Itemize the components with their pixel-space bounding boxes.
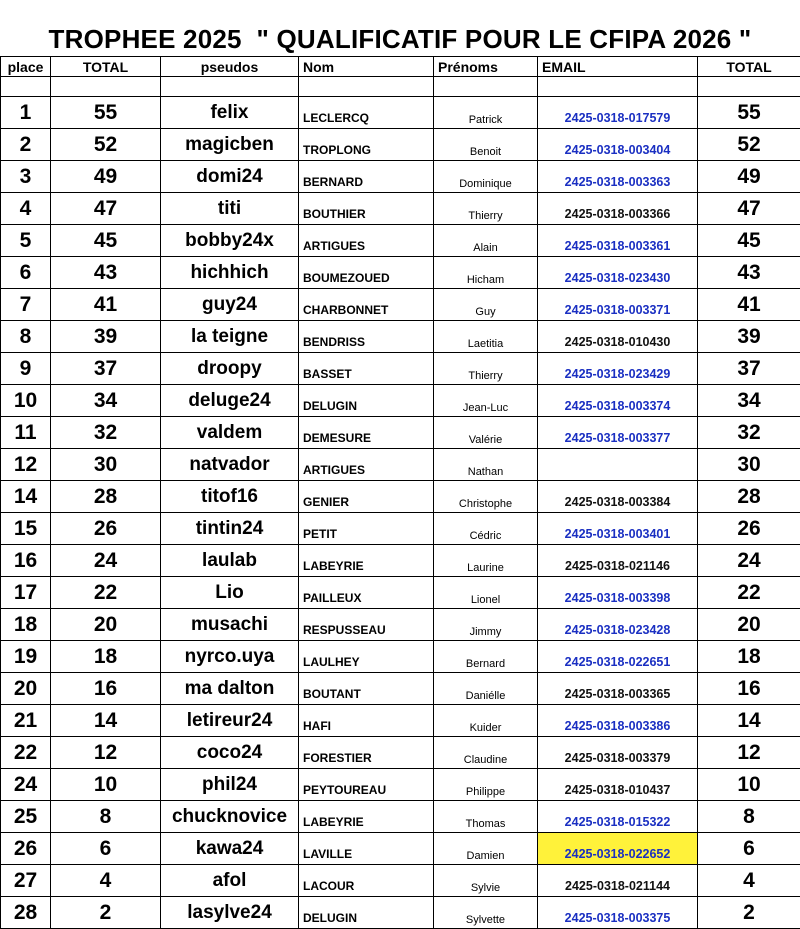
nom-cell: BENDRISS bbox=[299, 321, 434, 353]
nom-cell: BOUMEZOUED bbox=[299, 257, 434, 289]
prenom-cell: Benoit bbox=[434, 129, 538, 161]
prenom-cell: Daniélle bbox=[434, 673, 538, 705]
table-row bbox=[1, 161, 800, 193]
table-row bbox=[1, 225, 800, 257]
prenom-cell: Valérie bbox=[434, 417, 538, 449]
nom-cell: DEMESURE bbox=[299, 417, 434, 449]
nom-cell: LAULHEY bbox=[299, 641, 434, 673]
total-cell: 43 bbox=[51, 257, 161, 289]
ranking-table bbox=[0, 56, 800, 929]
total-cell: 22 bbox=[51, 577, 161, 609]
total-right-cell: 6 bbox=[698, 833, 800, 865]
place-cell: 18 bbox=[1, 609, 51, 641]
total-cell: 28 bbox=[51, 481, 161, 513]
prenom-cell: Bernard bbox=[434, 641, 538, 673]
total-cell: 45 bbox=[51, 225, 161, 257]
header-pseudos: pseudos bbox=[161, 57, 299, 77]
prenom-cell: Jean-Luc bbox=[434, 385, 538, 417]
total-cell: 16 bbox=[51, 673, 161, 705]
place-cell: 14 bbox=[1, 481, 51, 513]
total-cell: 20 bbox=[51, 609, 161, 641]
place-cell: 3 bbox=[1, 161, 51, 193]
place-cell: 25 bbox=[1, 801, 51, 833]
email-cell[interactable]: 2425-0318-023430 bbox=[538, 257, 698, 289]
table-row bbox=[1, 129, 800, 161]
blank-row bbox=[1, 77, 800, 97]
email-cell[interactable]: 2425-0318-003363 bbox=[538, 161, 698, 193]
header-total: TOTAL bbox=[51, 57, 161, 77]
place-cell: 2 bbox=[1, 129, 51, 161]
pseudo-cell: coco24 bbox=[161, 737, 299, 769]
nom-cell: GENIER bbox=[299, 481, 434, 513]
email-cell[interactable]: 2425-0318-023428 bbox=[538, 609, 698, 641]
pseudo-cell: bobby24x bbox=[161, 225, 299, 257]
total-right-cell: 28 bbox=[698, 481, 800, 513]
email-cell[interactable]: 2425-0318-003375 bbox=[538, 897, 698, 929]
blank-cell bbox=[51, 77, 161, 97]
table-row bbox=[1, 641, 800, 673]
table-row bbox=[1, 513, 800, 545]
prenom-cell: Thierry bbox=[434, 353, 538, 385]
nom-cell: BOUTANT bbox=[299, 673, 434, 705]
total-cell: 32 bbox=[51, 417, 161, 449]
pseudo-cell: letireur24 bbox=[161, 705, 299, 737]
nom-cell: PEYTOUREAU bbox=[299, 769, 434, 801]
prenom-cell: Laetitia bbox=[434, 321, 538, 353]
prenom-cell: Philippe bbox=[434, 769, 538, 801]
prenom-cell: Jimmy bbox=[434, 609, 538, 641]
prenom-cell: Dominique bbox=[434, 161, 538, 193]
total-cell: 26 bbox=[51, 513, 161, 545]
table-row bbox=[1, 417, 800, 449]
total-cell: 39 bbox=[51, 321, 161, 353]
table-row bbox=[1, 289, 800, 321]
total-cell: 41 bbox=[51, 289, 161, 321]
place-cell: 12 bbox=[1, 449, 51, 481]
total-right-cell: 26 bbox=[698, 513, 800, 545]
email-cell: 2425-0318-003384 bbox=[538, 481, 698, 513]
pseudo-cell: Lio bbox=[161, 577, 299, 609]
total-right-cell: 2 bbox=[698, 897, 800, 929]
email-cell[interactable]: 2425-0318-003404 bbox=[538, 129, 698, 161]
place-cell: 27 bbox=[1, 865, 51, 897]
prenom-cell: Sylvette bbox=[434, 897, 538, 929]
total-cell: 8 bbox=[51, 801, 161, 833]
pseudo-cell: titof16 bbox=[161, 481, 299, 513]
pseudo-cell: valdem bbox=[161, 417, 299, 449]
nom-cell: LABEYRIE bbox=[299, 545, 434, 577]
email-cell[interactable]: 2425-0318-003361 bbox=[538, 225, 698, 257]
total-right-cell: 14 bbox=[698, 705, 800, 737]
blank-cell bbox=[1, 77, 51, 97]
nom-cell: LECLERCQ bbox=[299, 97, 434, 129]
total-right-cell: 12 bbox=[698, 737, 800, 769]
total-cell: 52 bbox=[51, 129, 161, 161]
place-cell: 16 bbox=[1, 545, 51, 577]
total-right-cell: 18 bbox=[698, 641, 800, 673]
table-row bbox=[1, 97, 800, 129]
total-right-cell: 22 bbox=[698, 577, 800, 609]
total-right-cell: 30 bbox=[698, 449, 800, 481]
total-right-cell: 4 bbox=[698, 865, 800, 897]
email-cell: 2425-0318-003365 bbox=[538, 673, 698, 705]
email-cell: 2425-0318-003366 bbox=[538, 193, 698, 225]
blank-cell bbox=[538, 77, 698, 97]
total-right-cell: 45 bbox=[698, 225, 800, 257]
pseudo-cell: felix bbox=[161, 97, 299, 129]
total-right-cell: 47 bbox=[698, 193, 800, 225]
email-cell[interactable]: 2425-0318-003374 bbox=[538, 385, 698, 417]
pseudo-cell: tintin24 bbox=[161, 513, 299, 545]
email-cell[interactable]: 2425-0318-003386 bbox=[538, 705, 698, 737]
blank-cell bbox=[434, 77, 538, 97]
place-cell: 11 bbox=[1, 417, 51, 449]
table-row bbox=[1, 673, 800, 705]
table-row bbox=[1, 577, 800, 609]
header-nom: Nom bbox=[299, 57, 434, 77]
total-cell: 47 bbox=[51, 193, 161, 225]
place-cell: 19 bbox=[1, 641, 51, 673]
table-row bbox=[1, 321, 800, 353]
total-right-cell: 41 bbox=[698, 289, 800, 321]
nom-cell: LAVILLE bbox=[299, 833, 434, 865]
total-cell: 37 bbox=[51, 353, 161, 385]
prenom-cell: Alain bbox=[434, 225, 538, 257]
nom-cell: PETIT bbox=[299, 513, 434, 545]
prenom-cell: Lionel bbox=[434, 577, 538, 609]
email-cell bbox=[538, 449, 698, 481]
total-cell: 2 bbox=[51, 897, 161, 929]
total-right-cell: 16 bbox=[698, 673, 800, 705]
pseudo-cell: musachi bbox=[161, 609, 299, 641]
total-cell: 18 bbox=[51, 641, 161, 673]
blank-cell bbox=[698, 77, 800, 97]
table-row bbox=[1, 705, 800, 737]
email-cell[interactable]: 2425-0318-017579 bbox=[538, 97, 698, 129]
table-row bbox=[1, 481, 800, 513]
pseudo-cell: ma dalton bbox=[161, 673, 299, 705]
prenom-cell: Christophe bbox=[434, 481, 538, 513]
prenom-cell: Laurine bbox=[434, 545, 538, 577]
email-cell: 2425-0318-010430 bbox=[538, 321, 698, 353]
header-row bbox=[1, 57, 800, 77]
total-right-cell: 55 bbox=[698, 97, 800, 129]
table-row bbox=[1, 865, 800, 897]
pseudo-cell: phil24 bbox=[161, 769, 299, 801]
total-cell: 55 bbox=[51, 97, 161, 129]
place-cell: 20 bbox=[1, 673, 51, 705]
total-cell: 14 bbox=[51, 705, 161, 737]
email-cell[interactable]: 2425-0318-015322 bbox=[538, 801, 698, 833]
total-right-cell: 10 bbox=[698, 769, 800, 801]
nom-cell: HAFI bbox=[299, 705, 434, 737]
place-cell: 10 bbox=[1, 385, 51, 417]
total-cell: 24 bbox=[51, 545, 161, 577]
total-right-cell: 52 bbox=[698, 129, 800, 161]
email-cell: 2425-0318-003379 bbox=[538, 737, 698, 769]
pseudo-cell: domi24 bbox=[161, 161, 299, 193]
email-cell[interactable]: 2425-0318-003398 bbox=[538, 577, 698, 609]
total-cell: 10 bbox=[51, 769, 161, 801]
pseudo-cell: lasylve24 bbox=[161, 897, 299, 929]
total-cell: 12 bbox=[51, 737, 161, 769]
pseudo-cell: la teigne bbox=[161, 321, 299, 353]
place-cell: 1 bbox=[1, 97, 51, 129]
nom-cell: LABEYRIE bbox=[299, 801, 434, 833]
table-row bbox=[1, 609, 800, 641]
place-cell: 8 bbox=[1, 321, 51, 353]
table-row bbox=[1, 769, 800, 801]
pseudo-cell: natvador bbox=[161, 449, 299, 481]
prenom-cell: Sylvie bbox=[434, 865, 538, 897]
pseudo-cell: magicben bbox=[161, 129, 299, 161]
nom-cell: DELUGIN bbox=[299, 897, 434, 929]
total-right-cell: 24 bbox=[698, 545, 800, 577]
pseudo-cell: droopy bbox=[161, 353, 299, 385]
pseudo-cell: deluge24 bbox=[161, 385, 299, 417]
nom-cell: PAILLEUX bbox=[299, 577, 434, 609]
nom-cell: BERNARD bbox=[299, 161, 434, 193]
nom-cell: TROPLONG bbox=[299, 129, 434, 161]
total-right-cell: 49 bbox=[698, 161, 800, 193]
total-right-cell: 39 bbox=[698, 321, 800, 353]
header-email: EMAIL bbox=[538, 57, 698, 77]
email-cell[interactable]: 2425-0318-022651 bbox=[538, 641, 698, 673]
email-cell: 2425-0318-021146 bbox=[538, 545, 698, 577]
table-row bbox=[1, 353, 800, 385]
nom-cell: ARTIGUES bbox=[299, 225, 434, 257]
table-row bbox=[1, 545, 800, 577]
table-row bbox=[1, 737, 800, 769]
total-cell: 34 bbox=[51, 385, 161, 417]
email-cell[interactable]: 2425-0318-022652 bbox=[538, 833, 698, 865]
place-cell: 15 bbox=[1, 513, 51, 545]
pseudo-cell: nyrco.uya bbox=[161, 641, 299, 673]
place-cell: 6 bbox=[1, 257, 51, 289]
place-cell: 24 bbox=[1, 769, 51, 801]
table-row bbox=[1, 801, 800, 833]
place-cell: 21 bbox=[1, 705, 51, 737]
total-right-cell: 43 bbox=[698, 257, 800, 289]
total-cell: 30 bbox=[51, 449, 161, 481]
prenom-cell: Patrick bbox=[434, 97, 538, 129]
pseudo-cell: chucknovice bbox=[161, 801, 299, 833]
place-cell: 17 bbox=[1, 577, 51, 609]
prenom-cell: Nathan bbox=[434, 449, 538, 481]
pseudo-cell: afol bbox=[161, 865, 299, 897]
header-place: place bbox=[1, 57, 51, 77]
email-cell[interactable]: 2425-0318-023429 bbox=[538, 353, 698, 385]
prenom-cell: Hicham bbox=[434, 257, 538, 289]
nom-cell: DELUGIN bbox=[299, 385, 434, 417]
total-right-cell: 37 bbox=[698, 353, 800, 385]
place-cell: 26 bbox=[1, 833, 51, 865]
pseudo-cell: titi bbox=[161, 193, 299, 225]
header-total-right: TOTAL bbox=[698, 57, 800, 77]
prenom-cell: Claudine bbox=[434, 737, 538, 769]
total-cell: 6 bbox=[51, 833, 161, 865]
place-cell: 7 bbox=[1, 289, 51, 321]
table-row bbox=[1, 897, 800, 929]
nom-cell: ARTIGUES bbox=[299, 449, 434, 481]
header-prenoms: Prénoms bbox=[434, 57, 538, 77]
total-right-cell: 8 bbox=[698, 801, 800, 833]
prenom-cell: Damien bbox=[434, 833, 538, 865]
prenom-cell: Cédric bbox=[434, 513, 538, 545]
place-cell: 22 bbox=[1, 737, 51, 769]
total-right-cell: 34 bbox=[698, 385, 800, 417]
nom-cell: BOUTHIER bbox=[299, 193, 434, 225]
nom-cell: RESPUSSEAU bbox=[299, 609, 434, 641]
email-cell: 2425-0318-010437 bbox=[538, 769, 698, 801]
email-cell[interactable]: 2425-0318-003377 bbox=[538, 417, 698, 449]
prenom-cell: Thierry bbox=[434, 193, 538, 225]
table-row bbox=[1, 833, 800, 865]
place-cell: 9 bbox=[1, 353, 51, 385]
blank-cell bbox=[299, 77, 434, 97]
total-right-cell: 32 bbox=[698, 417, 800, 449]
page-title: TROPHEE 2025 " QUALIFICATIF POUR LE CFIPA 2026 " bbox=[0, 22, 800, 56]
place-cell: 4 bbox=[1, 193, 51, 225]
table-row bbox=[1, 449, 800, 481]
pseudo-cell: guy24 bbox=[161, 289, 299, 321]
prenom-cell: Thomas bbox=[434, 801, 538, 833]
email-cell[interactable]: 2425-0318-003371 bbox=[538, 289, 698, 321]
total-cell: 4 bbox=[51, 865, 161, 897]
nom-cell: BASSET bbox=[299, 353, 434, 385]
pseudo-cell: laulab bbox=[161, 545, 299, 577]
nom-cell: CHARBONNET bbox=[299, 289, 434, 321]
pseudo-cell: kawa24 bbox=[161, 833, 299, 865]
place-cell: 5 bbox=[1, 225, 51, 257]
prenom-cell: Guy bbox=[434, 289, 538, 321]
prenom-cell: Kuider bbox=[434, 705, 538, 737]
pseudo-cell: hichhich bbox=[161, 257, 299, 289]
nom-cell: FORESTIER bbox=[299, 737, 434, 769]
nom-cell: LACOUR bbox=[299, 865, 434, 897]
total-right-cell: 20 bbox=[698, 609, 800, 641]
total-cell: 49 bbox=[51, 161, 161, 193]
email-cell: 2425-0318-021144 bbox=[538, 865, 698, 897]
blank-cell bbox=[161, 77, 299, 97]
table-row bbox=[1, 385, 800, 417]
table-row bbox=[1, 257, 800, 289]
place-cell: 28 bbox=[1, 897, 51, 929]
email-cell[interactable]: 2425-0318-003401 bbox=[538, 513, 698, 545]
table-row bbox=[1, 193, 800, 225]
